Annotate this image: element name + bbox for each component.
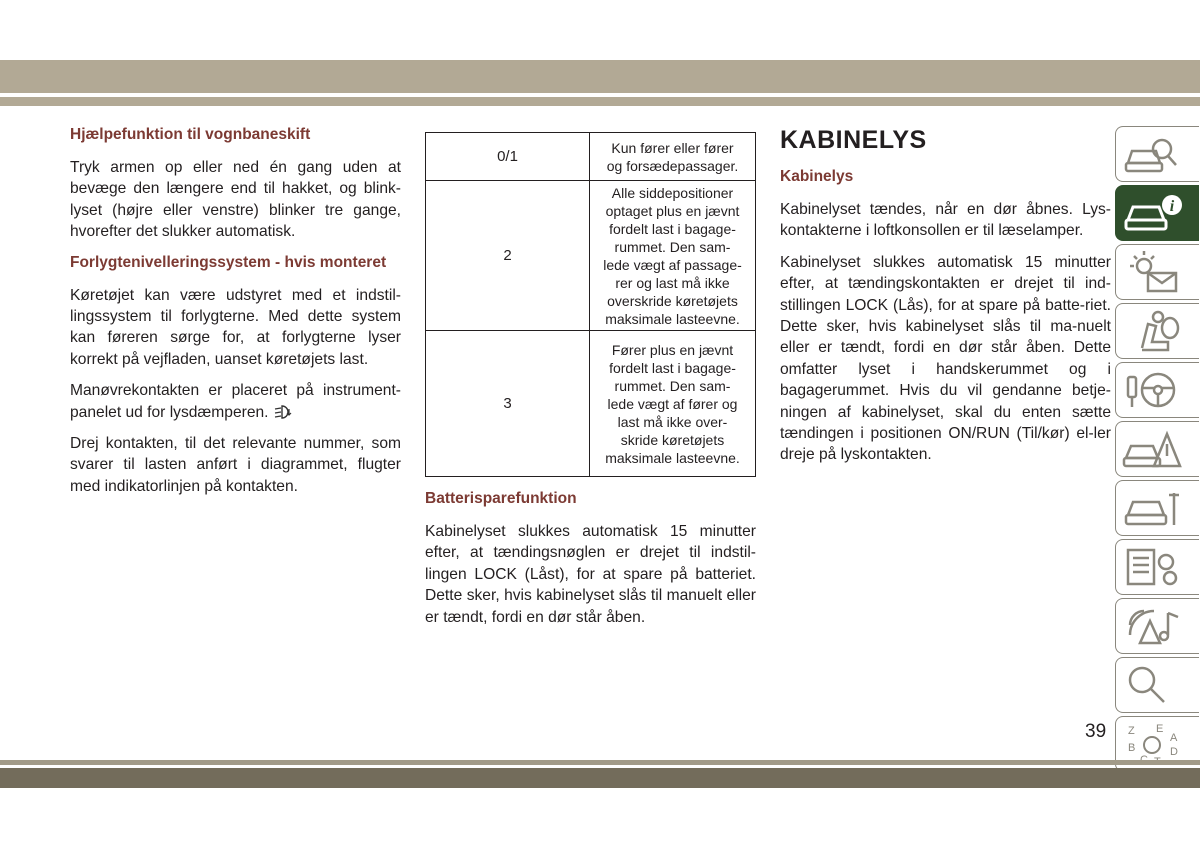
car-tools-icon: [1122, 485, 1184, 531]
paragraph-switch-location: [70, 380, 401, 423]
svg-text:Z: Z: [1128, 725, 1135, 737]
paragraph-leveling-system: Køretøjet kan være udstyret med et indstil-lingssystem til forlygterne. Med dette system kan føreren sørge for, at forlygterne lyser korrekt på vejfladen, uanset køretøjets last.: [70, 286, 401, 368]
airbag-seat-icon: [1122, 308, 1184, 354]
table-cell-position: 0/1: [426, 133, 590, 181]
tab-servicing[interactable]: [1115, 480, 1199, 536]
search-icon: [1122, 662, 1184, 708]
tab-getting-to-know[interactable]: [1115, 185, 1199, 241]
column-middle: [425, 124, 756, 638]
paragraph-lane-change: Tryk armen op eller ned én gang uden at bevæge den længere end til hakket, og blink-lyset (højre eller venstre) blinker tre gange, hvorefter det slukker automatisk.: [70, 159, 401, 241]
column-right: [780, 125, 1111, 476]
tab-emergency[interactable]: [1115, 421, 1199, 477]
paragraph-battery-saver: Kabinelyset slukkes automatisk 15 minutter efter, at tændingsnøglen er drejet til indstil-lingen LOCK (Låst), for at spare på batteriet. Dette sker, hvis kabinelyset slås til manuelt eller er tændt, fordi en dør står åben.: [425, 523, 756, 626]
svg-text:A: A: [1170, 732, 1178, 744]
light-message-icon: [1122, 249, 1184, 295]
heading-battery-saver: Batterisparefunktion: [425, 490, 577, 507]
table-cell-description: Alle siddepositioner optaget plus en jævnt fordelt last i bagage- rummet. Den sam- lede vægt af passage- rer og last må ikke overskride køretøjets maksimale lasteevne.: [590, 181, 756, 331]
heading-lane-change: Hjælpefunktion til vognbaneskift: [70, 126, 311, 143]
switch-location-text: Manøvrekontakten er placeret på instrument-panelet ud for lysdæmperen.: [70, 382, 401, 421]
tab-vehicle-overview[interactable]: [1115, 126, 1199, 182]
top-header-rule: [0, 97, 1200, 106]
specs-gears-icon: [1122, 544, 1184, 590]
load-table: [425, 132, 756, 477]
table-cell-description: Fører plus en jævnt fordelt last i bagage- rummet. Den sam- lede vægt af fører og last må ikke over- skride køretøjets maksimale lasteevne.: [590, 331, 756, 477]
svg-text:B: B: [1128, 742, 1136, 754]
tab-dashboard-lights[interactable]: [1115, 244, 1199, 300]
steering-wheel-icon: [1122, 367, 1184, 413]
chapter-tabs: [1115, 126, 1200, 775]
table-row: [426, 133, 756, 181]
paragraph-cabin-light-on: Kabinelyset tændes, når en dør åbnes. Lys-kontakterne i loftkonsollen er til læselamper.: [780, 201, 1111, 240]
media-music-icon: [1122, 603, 1184, 649]
table-row: [426, 331, 756, 477]
heading-cabin-light: Kabinelys: [780, 168, 854, 185]
svg-text:i: i: [1169, 198, 1175, 215]
bottom-rule: [0, 760, 1200, 765]
paragraph-cabin-light-off: Kabinelyset slukkes automatisk 15 minutter efter, at tændingskontakten er drejet til ind-stillingen LOCK (Lås), for at spare på batte-riet. Dette sker, hvis kabinelyset slås til ma-nuelt eller er tændt, fordi en dør står åben. Dette omfatter lyset i handskerummet og i bagagerummet. Hvis du vil gendanne betje-ningen af kabinelyset, skal du enten sætte tændingen i positionen ON/RUN (Til/kør) el-ler dreje på lyskontakten.: [780, 253, 1111, 464]
svg-text:D: D: [1170, 746, 1178, 758]
table-cell-position: 2: [426, 181, 590, 331]
bottom-footer-band: [0, 768, 1200, 788]
top-header-band: [0, 60, 1200, 93]
heading-headlight-leveling: Forlygtenivelleringssystem - hvis monteret: [70, 253, 387, 271]
table-cell-position: 3: [426, 331, 590, 477]
column-left: [70, 125, 401, 507]
headlamp-leveling-icon: [272, 403, 294, 421]
section-title: KABINELYS: [780, 126, 927, 154]
tab-customer-assistance[interactable]: [1115, 657, 1199, 713]
paragraph-turn-switch: Drej kontakten, til det relevante nummer, som svarer til lasten anført i diagrammet, flugter med indikatorlinjen på kontakten.: [70, 435, 401, 495]
tab-technical-specs[interactable]: [1115, 539, 1199, 595]
car-info-icon: [1122, 190, 1184, 236]
car-warning-icon: [1122, 426, 1184, 472]
page-number: 39: [1085, 721, 1107, 742]
tab-multimedia[interactable]: [1115, 598, 1199, 654]
table-cell-description: Kun fører eller fører og forsædepassager.: [590, 133, 756, 181]
tab-starting-driving[interactable]: [1115, 362, 1199, 418]
tab-safety[interactable]: [1115, 303, 1199, 359]
svg-text:E: E: [1156, 723, 1164, 735]
table-row: [426, 181, 756, 331]
car-magnifier-icon: [1122, 131, 1184, 177]
